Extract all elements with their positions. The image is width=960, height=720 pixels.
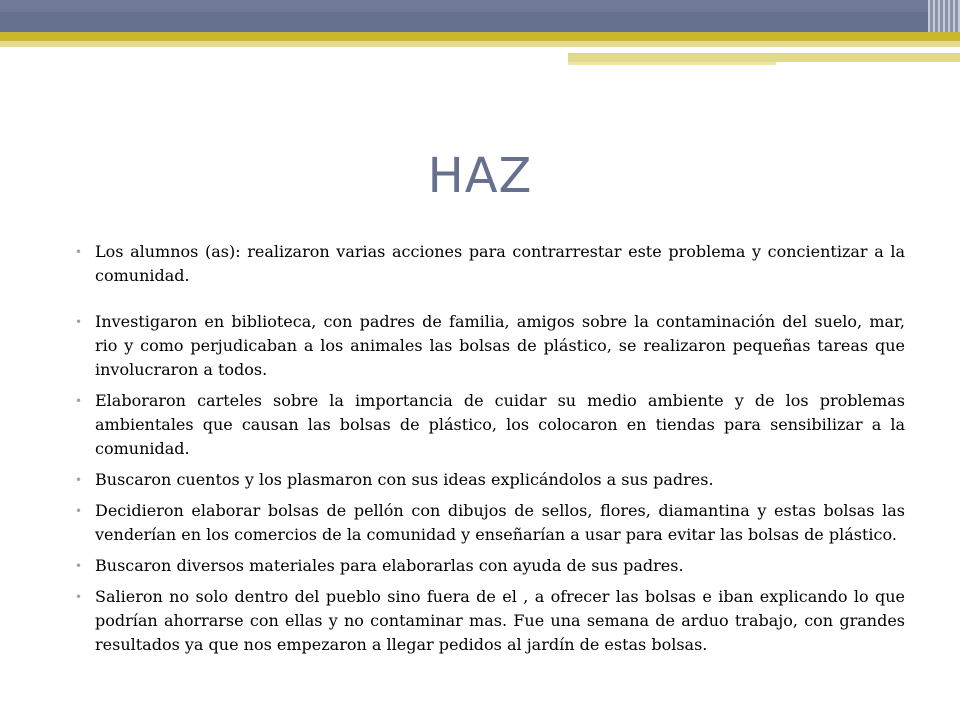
bullet-icon: • (75, 315, 83, 329)
bullet-text: Decidieron elaborar bolsas de pellón con dibujos de sellos, flores, diamantina y estas bolsas las venderían en los comercios de la comunidad y enseñarían a usar para evitar las bolsas de plástico. (95, 501, 905, 544)
header-gloss (0, 0, 960, 12)
accent-band-primary (0, 32, 960, 41)
bullet-item (75, 240, 905, 288)
bullet-item (75, 389, 905, 461)
accent-band-secondary (0, 41, 960, 47)
bullet-text: Buscaron diversos materiales para elaborarlas con ayuda de sus padres. (95, 556, 684, 575)
bullet-icon: • (75, 590, 83, 604)
bullet-text: Buscaron cuentos y los plasmaron con sus ideas explicándolos a sus padres. (95, 470, 714, 489)
bullet-item (75, 585, 905, 657)
bullet-item (75, 554, 905, 578)
accent-band-shorter (568, 62, 776, 65)
bullet-icon: • (75, 245, 83, 259)
bullet-text: Salieron no solo dentro del pueblo sino fuera de el , a ofrecer las bolsas e iban explicando lo que podrían ahorrarse con ellas y no contaminar mas. Fue una semana de arduo trabajo, con grandes resultados ya que nos empezaron a llegar pedidos al jardín de estas bolsas. (95, 587, 905, 654)
bullet-icon: • (75, 504, 83, 518)
bullet-icon: • (75, 394, 83, 408)
bullet-text: Los alumnos (as): realizaron varias acciones para contrarrestar este problema y concientizar a la comunidad. (95, 242, 905, 285)
bullet-icon: • (75, 473, 83, 487)
bullet-list (75, 240, 905, 664)
bullet-item (75, 499, 905, 547)
bullet-icon: • (75, 559, 83, 573)
bullet-text: Investigaron en biblioteca, con padres de familia, amigos sobre la contaminación del suelo, mar, rio y como perjudicaban a los animales las bolsas de plástico, se realizaron pequeñas tareas que involucraron a todos. (95, 312, 905, 379)
slide-title: HAZ (427, 148, 533, 204)
bullet-item (75, 468, 905, 492)
bullet-item (75, 310, 905, 382)
bullet-text: Elaboraron carteles sobre la importancia de cuidar su medio ambiente y de los problemas ambientales que causan las bolsas de plástico, los colocaron en tiendas para sensibilizar a la comunidad. (95, 391, 905, 458)
accent-band-short (568, 53, 960, 62)
